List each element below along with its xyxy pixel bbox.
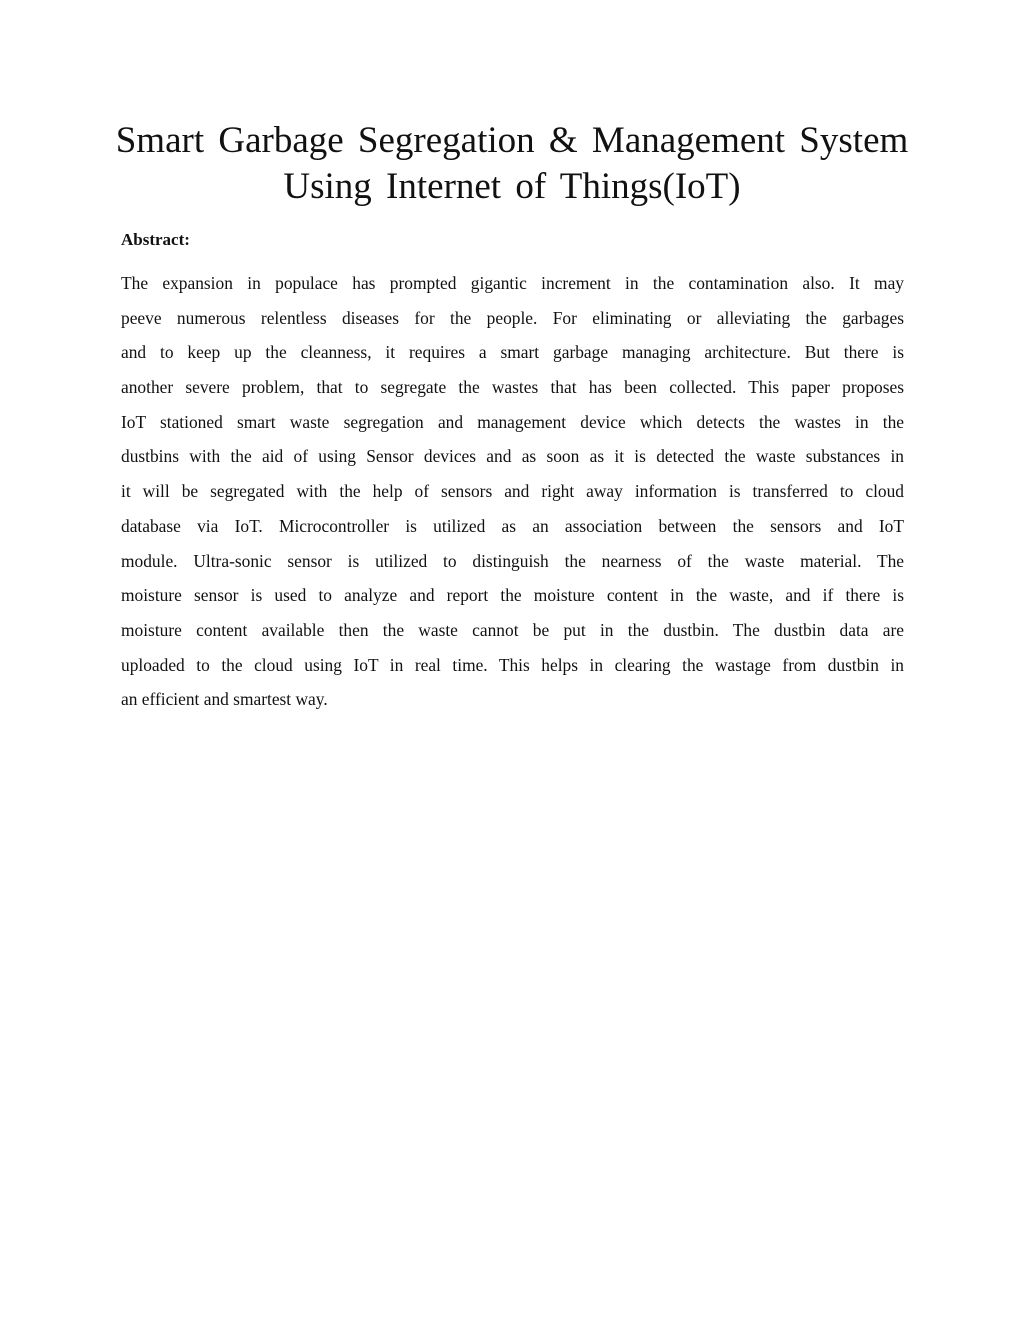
abstract-line-last: an efficient and smartest way. xyxy=(121,689,328,710)
abstract-line: moisture sensor is used to analyze and report the moisture content in the waste, and if there is xyxy=(121,585,904,606)
title-line-1: Smart Garbage Segregation & Management System xyxy=(115,120,909,161)
abstract-line: it will be segregated with the help of sensors and right away information is transferred to cloud xyxy=(121,481,904,502)
abstract-line: peeve numerous relentless diseases for the people. For eliminating or alleviating the garbages xyxy=(121,307,904,328)
title-line-2: Using Internet of Things(IoT) xyxy=(283,166,741,207)
abstract-body xyxy=(121,266,904,717)
abstract-line: module. Ultra-sonic sensor is utilized to distinguish the nearness of the waste material. The xyxy=(121,550,904,571)
document-title xyxy=(100,118,924,210)
abstract-line: IoT stationed smart waste segregation and management device which detects the wastes in the xyxy=(121,411,904,432)
abstract-line: uploaded to the cloud using IoT in real time. This helps in clearing the wastage from dustbin in xyxy=(121,654,904,675)
abstract-line: database via IoT. Microcontroller is utilized as an association between the sensors and IoT xyxy=(121,515,904,536)
abstract-line: moisture content available then the waste cannot be put in the dustbin. The dustbin data are xyxy=(121,619,904,640)
abstract-heading: Abstract: xyxy=(121,230,190,249)
abstract-line: The expansion in populace has prompted gigantic increment in the contamination also. It may xyxy=(121,273,904,293)
abstract-line: another severe problem, that to segregate the wastes that has been collected. This paper proposes xyxy=(121,377,904,398)
abstract-line: and to keep up the cleanness, it requires a smart garbage managing architecture. But there is xyxy=(121,342,904,363)
abstract-line: dustbins with the aid of using Sensor devices and as soon as it is detected the waste substances in xyxy=(121,446,904,467)
